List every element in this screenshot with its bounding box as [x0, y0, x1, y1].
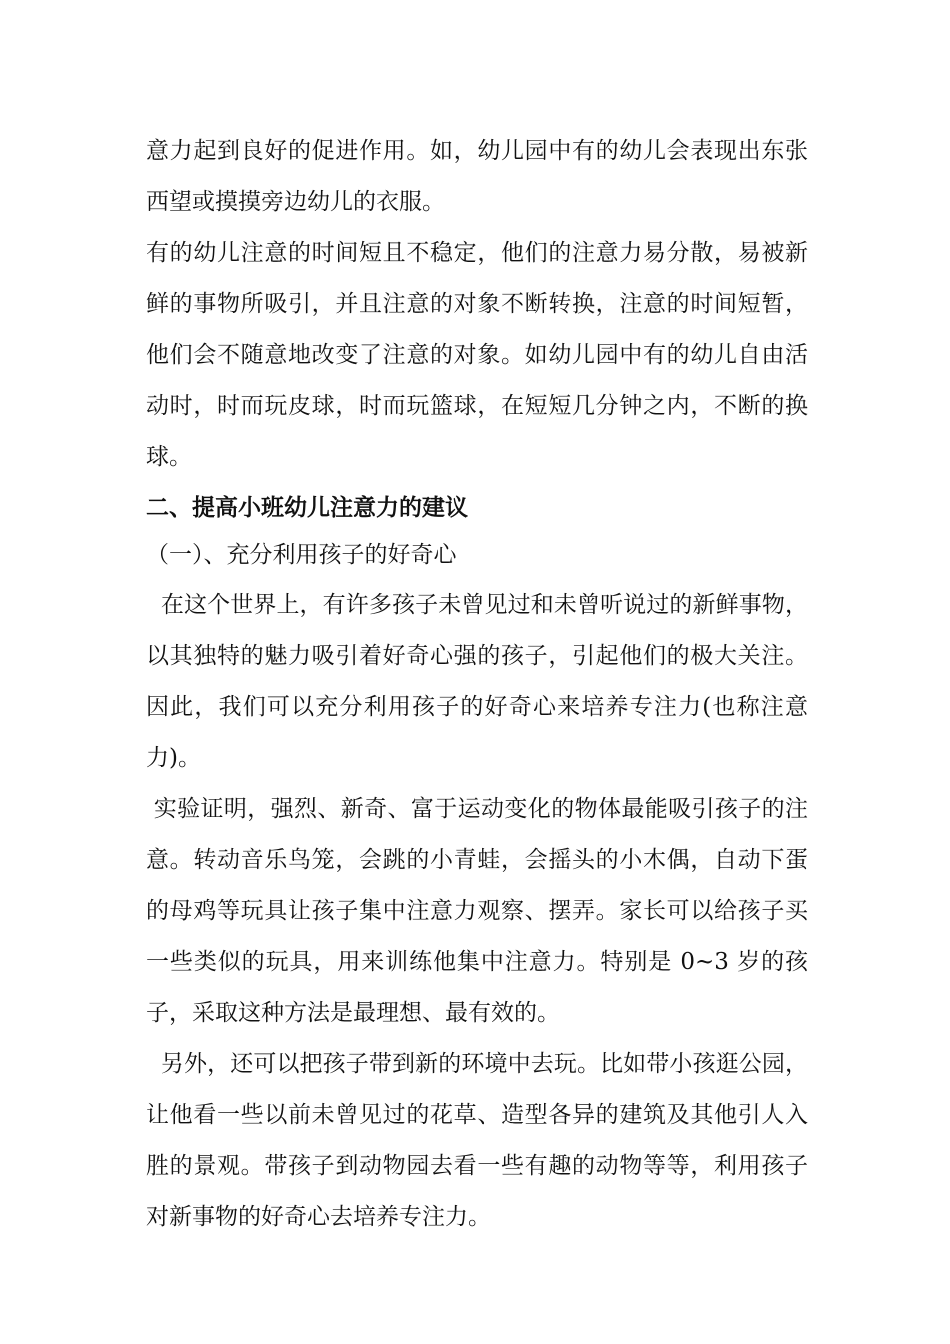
document-body: [146, 126, 808, 1243]
paragraph-continuation: 意力起到良好的促进作用。如，幼儿园中有的幼儿会表现出东张西望或摸摸旁边幼儿的衣服。: [146, 138, 808, 215]
paragraph-experiment: 实验证明，强烈、新奇、富于运动变化的物体最能吸引孩子的注意。转动音乐鸟笼，会跳的小青蛙，会摇头的小木偶，自动下蛋的母鸡等玩具让孩子集中注意力观察、摆弄。家长可以给孩子买一些类似的玩具，用来训练他集中注意力。特别是 0~3 岁的孩子，采取这种方法是最理想、最有效的。: [146, 796, 809, 1026]
paragraph-new-environment: 另外，还可以把孩子带到新的环境中去玩。比如带小孩逛公园，让他看一些以前未曾见过的花草、造型各异的建筑及其他引人入胜的景观。带孩子到动物园去看一些有趣的动物等等，利用孩子对新事物的好奇心去培养专注力。: [146, 1051, 809, 1230]
subsection-heading: （一）、充分利用孩子的好奇心: [146, 542, 457, 568]
paragraph-curiosity: 在这个世界上，有许多孩子未曾见过和未曾听说过的新鲜事物，以其独特的魅力吸引着好奇心强的孩子，引起他们的极大关注。因此，我们可以充分利用孩子的好奇心来培养专注力(也称注意力)。: [146, 592, 809, 771]
section-heading: 二、提高小班幼儿注意力的建议: [146, 495, 468, 521]
paragraph-attention-short: 有的幼儿注意的时间短且不稳定，他们的注意力易分散，易被新鲜的事物所吸引，并且注意的对象不断转换，注意的时间短暂，他们会不随意地改变了注意的对象。如幼儿园中有的幼儿自由活动时，时而玩皮球，时而玩篮球，在短短几分钟之内，不断的换球。: [146, 240, 808, 470]
